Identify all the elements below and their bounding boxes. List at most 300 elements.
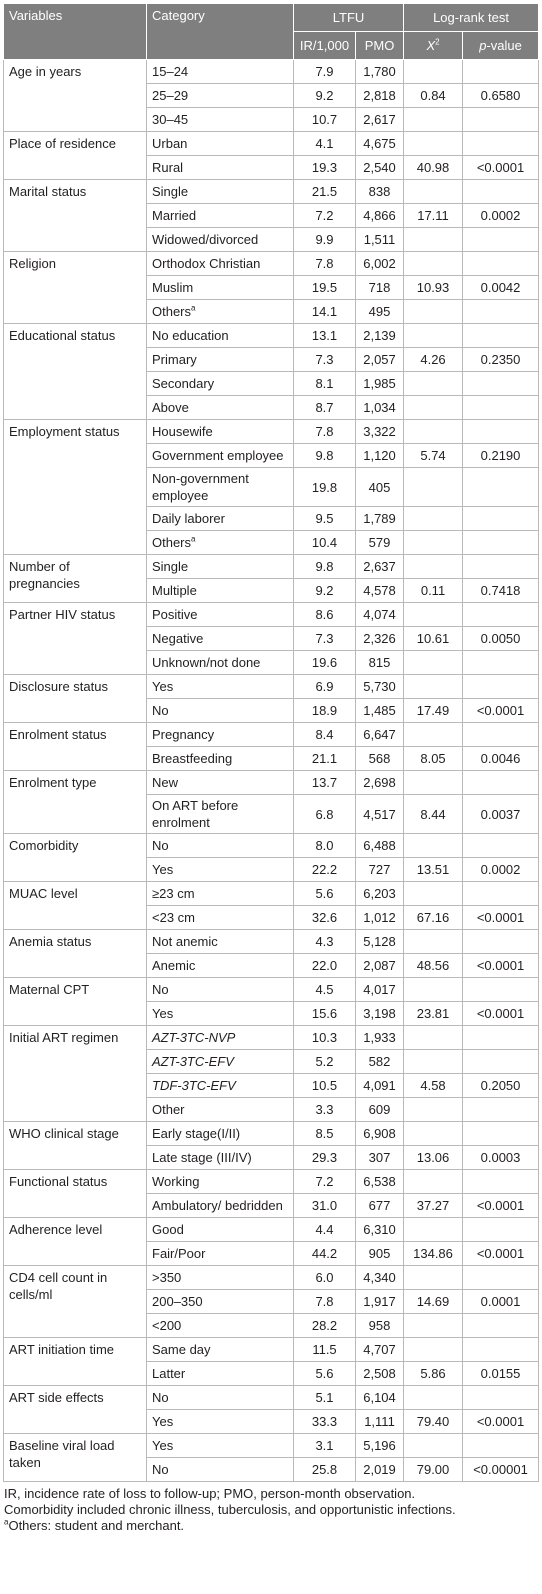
chi-square-cell: 10.61 bbox=[404, 627, 463, 651]
category-label: Yes bbox=[152, 679, 174, 694]
pmo-cell: 6,203 bbox=[356, 882, 404, 906]
category-label: Other bbox=[152, 1102, 185, 1117]
chi-square-cell: 10.93 bbox=[404, 276, 463, 300]
variable-cell: Number of pregnancies bbox=[4, 555, 147, 603]
category-cell bbox=[147, 1338, 294, 1362]
pmo-cell: 2,540 bbox=[356, 156, 404, 180]
chi-square-cell bbox=[404, 1122, 463, 1146]
category-label: Others bbox=[152, 535, 192, 550]
pmo-cell: 727 bbox=[356, 858, 404, 882]
variable-cell: Baseline viral load taken bbox=[4, 1434, 147, 1482]
category-cell bbox=[147, 1218, 294, 1242]
chi-square-cell bbox=[404, 420, 463, 444]
pvalue-cell: <0.0001 bbox=[463, 906, 539, 930]
pvalue-cell bbox=[463, 1434, 539, 1458]
category-label: Urban bbox=[152, 136, 188, 151]
ir-cell: 13.1 bbox=[294, 324, 356, 348]
pmo-cell: 5,128 bbox=[356, 930, 404, 954]
pmo-cell: 677 bbox=[356, 1194, 404, 1218]
header-chi-square bbox=[404, 32, 463, 60]
category-cell bbox=[147, 396, 294, 420]
category-cell bbox=[147, 1098, 294, 1122]
chi-square-cell: 79.40 bbox=[404, 1410, 463, 1434]
pmo-cell: 2,637 bbox=[356, 555, 404, 579]
pmo-cell: 495 bbox=[356, 300, 404, 324]
pmo-cell: 838 bbox=[356, 180, 404, 204]
variable-cell: WHO clinical stage bbox=[4, 1122, 147, 1170]
ir-cell: 4.4 bbox=[294, 1218, 356, 1242]
chi-square-cell bbox=[404, 108, 463, 132]
category-label: 30–45 bbox=[152, 112, 189, 127]
pmo-cell: 579 bbox=[356, 531, 404, 555]
pvalue-cell: <0.0001 bbox=[463, 1194, 539, 1218]
pmo-cell: 4,091 bbox=[356, 1074, 404, 1098]
pvalue-cell bbox=[463, 396, 539, 420]
chi-square-cell bbox=[404, 771, 463, 795]
category-label: AZT-3TC-EFV bbox=[152, 1054, 234, 1069]
category-cell bbox=[147, 795, 294, 834]
category-label: Single bbox=[152, 184, 189, 199]
pmo-cell: 1,511 bbox=[356, 228, 404, 252]
chi-square-cell bbox=[404, 978, 463, 1002]
table-body bbox=[4, 60, 539, 1482]
pvalue-cell bbox=[463, 1386, 539, 1410]
category-label: AZT-3TC-NVP bbox=[152, 1030, 236, 1045]
category-label: Anemic bbox=[152, 958, 196, 973]
category-label: Not anemic bbox=[152, 934, 218, 949]
chi-square-cell bbox=[404, 252, 463, 276]
ir-cell: 14.1 bbox=[294, 300, 356, 324]
table-row bbox=[4, 675, 539, 699]
ir-cell: 5.2 bbox=[294, 1050, 356, 1074]
pvalue-cell bbox=[463, 978, 539, 1002]
ir-cell: 6.0 bbox=[294, 1266, 356, 1290]
category-cell bbox=[147, 882, 294, 906]
pvalue-cell bbox=[463, 1218, 539, 1242]
category-label: Pregnancy bbox=[152, 727, 215, 742]
ir-cell: 21.5 bbox=[294, 180, 356, 204]
category-label: 200–350 bbox=[152, 1294, 203, 1309]
category-cell bbox=[147, 324, 294, 348]
chi-square-cell bbox=[404, 651, 463, 675]
pvalue-cell bbox=[463, 108, 539, 132]
chi-square-cell bbox=[404, 507, 463, 531]
variable-cell: MUAC level bbox=[4, 882, 147, 930]
category-label: >350 bbox=[152, 1270, 182, 1285]
ir-cell: 22.2 bbox=[294, 858, 356, 882]
ir-cell: 18.9 bbox=[294, 699, 356, 723]
pmo-cell: 2,057 bbox=[356, 348, 404, 372]
chi-square-cell: 13.51 bbox=[404, 858, 463, 882]
category-label: Orthodox Christian bbox=[152, 256, 261, 271]
category-label: Yes bbox=[152, 862, 174, 877]
chi-square-cell: 17.49 bbox=[404, 699, 463, 723]
category-cell bbox=[147, 84, 294, 108]
header-ltfu: LTFU bbox=[294, 4, 404, 32]
ir-cell: 7.3 bbox=[294, 627, 356, 651]
chi-square-cell bbox=[404, 1314, 463, 1338]
variable-cell: Place of residence bbox=[4, 132, 147, 180]
table-row bbox=[4, 420, 539, 444]
pvalue-cell: 0.0046 bbox=[463, 747, 539, 771]
ir-cell: 25.8 bbox=[294, 1458, 356, 1482]
category-label: Widowed/divorced bbox=[152, 232, 259, 247]
ir-cell: 7.8 bbox=[294, 1290, 356, 1314]
ir-cell: 44.2 bbox=[294, 1242, 356, 1266]
header-logrank: Log-rank test bbox=[404, 4, 539, 32]
chi-square-cell bbox=[404, 531, 463, 555]
ir-cell: 7.8 bbox=[294, 252, 356, 276]
category-cell bbox=[147, 1050, 294, 1074]
pvalue-cell: <0.0001 bbox=[463, 1410, 539, 1434]
ir-cell: 9.2 bbox=[294, 579, 356, 603]
pvalue-cell: <0.0001 bbox=[463, 954, 539, 978]
variable-cell: Anemia status bbox=[4, 930, 147, 978]
chi-square-cell bbox=[404, 1386, 463, 1410]
variable-cell: Educational status bbox=[4, 324, 147, 420]
category-label: Married bbox=[152, 208, 197, 223]
category-label: Unknown/not done bbox=[152, 655, 261, 670]
category-cell bbox=[147, 1122, 294, 1146]
chi-square-cell bbox=[404, 834, 463, 858]
chi-square-cell: 40.98 bbox=[404, 156, 463, 180]
category-label: No bbox=[152, 703, 169, 718]
category-label: No bbox=[152, 838, 169, 853]
category-cell bbox=[147, 771, 294, 795]
chi-square-cell bbox=[404, 132, 463, 156]
category-cell bbox=[147, 1194, 294, 1218]
header-chi: X bbox=[426, 38, 436, 53]
category-label: Yes bbox=[152, 1414, 174, 1429]
category-cell bbox=[147, 723, 294, 747]
pmo-cell: 2,087 bbox=[356, 954, 404, 978]
ir-cell: 9.8 bbox=[294, 444, 356, 468]
pmo-cell: 6,908 bbox=[356, 1122, 404, 1146]
chi-square-cell bbox=[404, 603, 463, 627]
table-row bbox=[4, 60, 539, 84]
table-row bbox=[4, 555, 539, 579]
category-label: Others bbox=[152, 304, 192, 319]
ir-cell: 13.7 bbox=[294, 771, 356, 795]
category-cell bbox=[147, 348, 294, 372]
ir-cell: 6.8 bbox=[294, 795, 356, 834]
ir-cell: 15.6 bbox=[294, 1002, 356, 1026]
chi-square-cell: 0.11 bbox=[404, 579, 463, 603]
category-cell bbox=[147, 1314, 294, 1338]
table-row bbox=[4, 1026, 539, 1050]
category-cell bbox=[147, 228, 294, 252]
pvalue-cell: <0.0001 bbox=[463, 699, 539, 723]
category-label: Muslim bbox=[152, 280, 194, 295]
pmo-cell: 1,111 bbox=[356, 1410, 404, 1434]
chi-square-cell: 14.69 bbox=[404, 1290, 463, 1314]
category-cell bbox=[147, 108, 294, 132]
pvalue-cell bbox=[463, 882, 539, 906]
category-cell bbox=[147, 1146, 294, 1170]
pvalue-cell bbox=[463, 507, 539, 531]
pmo-cell: 1,917 bbox=[356, 1290, 404, 1314]
pvalue-cell bbox=[463, 1314, 539, 1338]
chi-square-cell: 5.86 bbox=[404, 1362, 463, 1386]
pvalue-cell bbox=[463, 771, 539, 795]
chi-square-cell bbox=[404, 1050, 463, 1074]
category-label: No bbox=[152, 982, 169, 997]
category-label: No bbox=[152, 1390, 169, 1405]
category-label: Working bbox=[152, 1174, 200, 1189]
table-row bbox=[4, 723, 539, 747]
ir-cell: 4.3 bbox=[294, 930, 356, 954]
ir-cell: 33.3 bbox=[294, 1410, 356, 1434]
pmo-cell: 5,196 bbox=[356, 1434, 404, 1458]
pmo-cell: 2,139 bbox=[356, 324, 404, 348]
variable-cell: Age in years bbox=[4, 60, 147, 132]
variable-cell: Enrolment type bbox=[4, 771, 147, 834]
table-row bbox=[4, 252, 539, 276]
ir-cell: 8.7 bbox=[294, 396, 356, 420]
chi-square-cell bbox=[404, 1170, 463, 1194]
category-cell bbox=[147, 579, 294, 603]
category-cell bbox=[147, 1386, 294, 1410]
ir-cell: 6.9 bbox=[294, 675, 356, 699]
pmo-cell: 1,485 bbox=[356, 699, 404, 723]
chi-square-cell: 134.86 bbox=[404, 1242, 463, 1266]
category-label: <200 bbox=[152, 1318, 182, 1333]
variable-cell: Adherence level bbox=[4, 1218, 147, 1266]
pvalue-cell: 0.0050 bbox=[463, 627, 539, 651]
footnote-comorbidity: Comorbidity included chronic illness, tuberculosis, and opportunistic infections. bbox=[4, 1502, 456, 1517]
pmo-cell: 958 bbox=[356, 1314, 404, 1338]
footnote-others-text: Others: student and merchant. bbox=[8, 1518, 185, 1533]
category-cell bbox=[147, 372, 294, 396]
category-cell bbox=[147, 1266, 294, 1290]
variable-cell: CD4 cell count in cells/ml bbox=[4, 1266, 147, 1338]
category-cell bbox=[147, 747, 294, 771]
ir-cell: 10.3 bbox=[294, 1026, 356, 1050]
category-label: Housewife bbox=[152, 424, 213, 439]
category-cell bbox=[147, 444, 294, 468]
chi-square-cell: 0.84 bbox=[404, 84, 463, 108]
category-cell bbox=[147, 1002, 294, 1026]
pvalue-cell: 0.2190 bbox=[463, 444, 539, 468]
table-row bbox=[4, 1386, 539, 1410]
category-label: Government employee bbox=[152, 448, 284, 463]
category-cell bbox=[147, 651, 294, 675]
pvalue-cell: 0.7418 bbox=[463, 579, 539, 603]
chi-square-cell: 79.00 bbox=[404, 1458, 463, 1482]
table-container bbox=[3, 3, 538, 1534]
category-cell bbox=[147, 555, 294, 579]
header-variables: Variables bbox=[4, 4, 147, 60]
chi-square-cell bbox=[404, 930, 463, 954]
category-cell bbox=[147, 1026, 294, 1050]
chi-square-cell: 8.44 bbox=[404, 795, 463, 834]
table-row bbox=[4, 1122, 539, 1146]
pmo-cell: 4,340 bbox=[356, 1266, 404, 1290]
pvalue-cell bbox=[463, 180, 539, 204]
ir-cell: 21.1 bbox=[294, 747, 356, 771]
category-label: Ambulatory/ bedridden bbox=[152, 1198, 283, 1213]
category-cell bbox=[147, 1290, 294, 1314]
pmo-cell: 5,730 bbox=[356, 675, 404, 699]
variable-cell: Comorbidity bbox=[4, 834, 147, 882]
pmo-cell: 3,322 bbox=[356, 420, 404, 444]
chi-square-cell bbox=[404, 723, 463, 747]
ir-cell: 22.0 bbox=[294, 954, 356, 978]
pvalue-cell bbox=[463, 603, 539, 627]
ir-cell: 31.0 bbox=[294, 1194, 356, 1218]
pvalue-cell bbox=[463, 60, 539, 84]
table-header bbox=[4, 4, 539, 60]
pvalue-cell bbox=[463, 930, 539, 954]
pmo-cell: 4,517 bbox=[356, 795, 404, 834]
pvalue-cell: 0.2050 bbox=[463, 1074, 539, 1098]
pvalue-cell bbox=[463, 324, 539, 348]
pmo-cell: 2,818 bbox=[356, 84, 404, 108]
table-row bbox=[4, 882, 539, 906]
pmo-cell: 6,488 bbox=[356, 834, 404, 858]
table-row bbox=[4, 180, 539, 204]
ir-cell: 8.0 bbox=[294, 834, 356, 858]
chi-square-cell bbox=[404, 228, 463, 252]
category-label: Negative bbox=[152, 631, 204, 646]
ir-cell: 9.8 bbox=[294, 555, 356, 579]
pvalue-cell: <0.0001 bbox=[463, 1002, 539, 1026]
category-cell bbox=[147, 420, 294, 444]
variable-cell: Enrolment status bbox=[4, 723, 147, 771]
ir-cell: 5.6 bbox=[294, 1362, 356, 1386]
pmo-cell: 2,326 bbox=[356, 627, 404, 651]
pvalue-cell bbox=[463, 468, 539, 507]
ir-cell: 8.1 bbox=[294, 372, 356, 396]
ir-cell: 32.6 bbox=[294, 906, 356, 930]
chi-square-cell bbox=[404, 372, 463, 396]
category-label: Above bbox=[152, 400, 189, 415]
pmo-cell: 6,002 bbox=[356, 252, 404, 276]
pmo-cell: 4,578 bbox=[356, 579, 404, 603]
pmo-cell: 1,012 bbox=[356, 906, 404, 930]
category-label: Daily laborer bbox=[152, 511, 225, 526]
pvalue-cell bbox=[463, 132, 539, 156]
chi-square-cell bbox=[404, 396, 463, 420]
category-cell bbox=[147, 978, 294, 1002]
ir-cell: 28.2 bbox=[294, 1314, 356, 1338]
category-label: Same day bbox=[152, 1342, 211, 1357]
category-cell bbox=[147, 60, 294, 84]
table-row bbox=[4, 1434, 539, 1458]
pmo-cell: 1,933 bbox=[356, 1026, 404, 1050]
header-category: Category bbox=[147, 4, 294, 60]
ir-cell: 7.3 bbox=[294, 348, 356, 372]
chi-square-cell bbox=[404, 555, 463, 579]
ir-cell: 8.5 bbox=[294, 1122, 356, 1146]
pvalue-cell: 0.0002 bbox=[463, 204, 539, 228]
variable-cell: Maternal CPT bbox=[4, 978, 147, 1026]
pvalue-cell bbox=[463, 372, 539, 396]
category-cell bbox=[147, 627, 294, 651]
ir-cell: 10.7 bbox=[294, 108, 356, 132]
ir-cell: 7.2 bbox=[294, 204, 356, 228]
chi-square-cell bbox=[404, 180, 463, 204]
variable-cell: Religion bbox=[4, 252, 147, 324]
category-cell bbox=[147, 1434, 294, 1458]
header-p: p bbox=[479, 38, 487, 53]
chi-square-cell bbox=[404, 300, 463, 324]
pmo-cell: 2,698 bbox=[356, 771, 404, 795]
table-row bbox=[4, 1266, 539, 1290]
ir-cell: 4.1 bbox=[294, 132, 356, 156]
chi-square-cell: 5.74 bbox=[404, 444, 463, 468]
category-label: 25–29 bbox=[152, 88, 189, 103]
category-cell bbox=[147, 156, 294, 180]
pvalue-cell: 0.2350 bbox=[463, 348, 539, 372]
pvalue-cell bbox=[463, 1122, 539, 1146]
pmo-cell: 1,120 bbox=[356, 444, 404, 468]
variable-cell: Initial ART regimen bbox=[4, 1026, 147, 1122]
ir-cell: 19.8 bbox=[294, 468, 356, 507]
pmo-cell: 609 bbox=[356, 1098, 404, 1122]
header-ir: IR/1,000 bbox=[294, 32, 356, 60]
ir-cell: 19.6 bbox=[294, 651, 356, 675]
ltfu-table bbox=[3, 3, 539, 1482]
pmo-cell: 582 bbox=[356, 1050, 404, 1074]
chi-square-cell bbox=[404, 1026, 463, 1050]
category-label: Primary bbox=[152, 352, 197, 367]
pvalue-cell: <0.0001 bbox=[463, 156, 539, 180]
category-cell bbox=[147, 132, 294, 156]
chi-square-cell: 67.16 bbox=[404, 906, 463, 930]
ir-cell: 5.1 bbox=[294, 1386, 356, 1410]
pvalue-cell bbox=[463, 555, 539, 579]
chi-square-cell bbox=[404, 1098, 463, 1122]
category-cell bbox=[147, 252, 294, 276]
pmo-cell: 6,310 bbox=[356, 1218, 404, 1242]
table-row bbox=[4, 834, 539, 858]
chi-square-cell: 17.11 bbox=[404, 204, 463, 228]
category-cell bbox=[147, 954, 294, 978]
header-pvalue bbox=[463, 32, 539, 60]
category-cell bbox=[147, 906, 294, 930]
category-label: 15–24 bbox=[152, 64, 189, 79]
variable-cell: Functional status bbox=[4, 1170, 147, 1218]
pmo-cell: 1,780 bbox=[356, 60, 404, 84]
chi-square-cell bbox=[404, 468, 463, 507]
category-cell bbox=[147, 1170, 294, 1194]
category-label: No bbox=[152, 1462, 169, 1477]
category-label: Fair/Poor bbox=[152, 1246, 206, 1261]
category-label: Yes bbox=[152, 1438, 174, 1453]
pmo-cell: 405 bbox=[356, 468, 404, 507]
pmo-cell: 307 bbox=[356, 1146, 404, 1170]
ir-cell: 7.8 bbox=[294, 420, 356, 444]
pvalue-cell bbox=[463, 675, 539, 699]
footnote-others bbox=[4, 1518, 538, 1534]
ir-cell: 19.3 bbox=[294, 156, 356, 180]
table-row bbox=[4, 930, 539, 954]
pmo-cell: 2,617 bbox=[356, 108, 404, 132]
category-cell bbox=[147, 507, 294, 531]
category-cell bbox=[147, 699, 294, 723]
category-cell bbox=[147, 1074, 294, 1098]
pvalue-cell: 0.0042 bbox=[463, 276, 539, 300]
chi-square-cell bbox=[404, 882, 463, 906]
ir-cell: 29.3 bbox=[294, 1146, 356, 1170]
category-cell bbox=[147, 531, 294, 555]
category-cell bbox=[147, 1458, 294, 1482]
variable-cell: ART side effects bbox=[4, 1386, 147, 1434]
variable-cell: ART initiation time bbox=[4, 1338, 147, 1386]
table-row bbox=[4, 978, 539, 1002]
ir-cell: 10.5 bbox=[294, 1074, 356, 1098]
